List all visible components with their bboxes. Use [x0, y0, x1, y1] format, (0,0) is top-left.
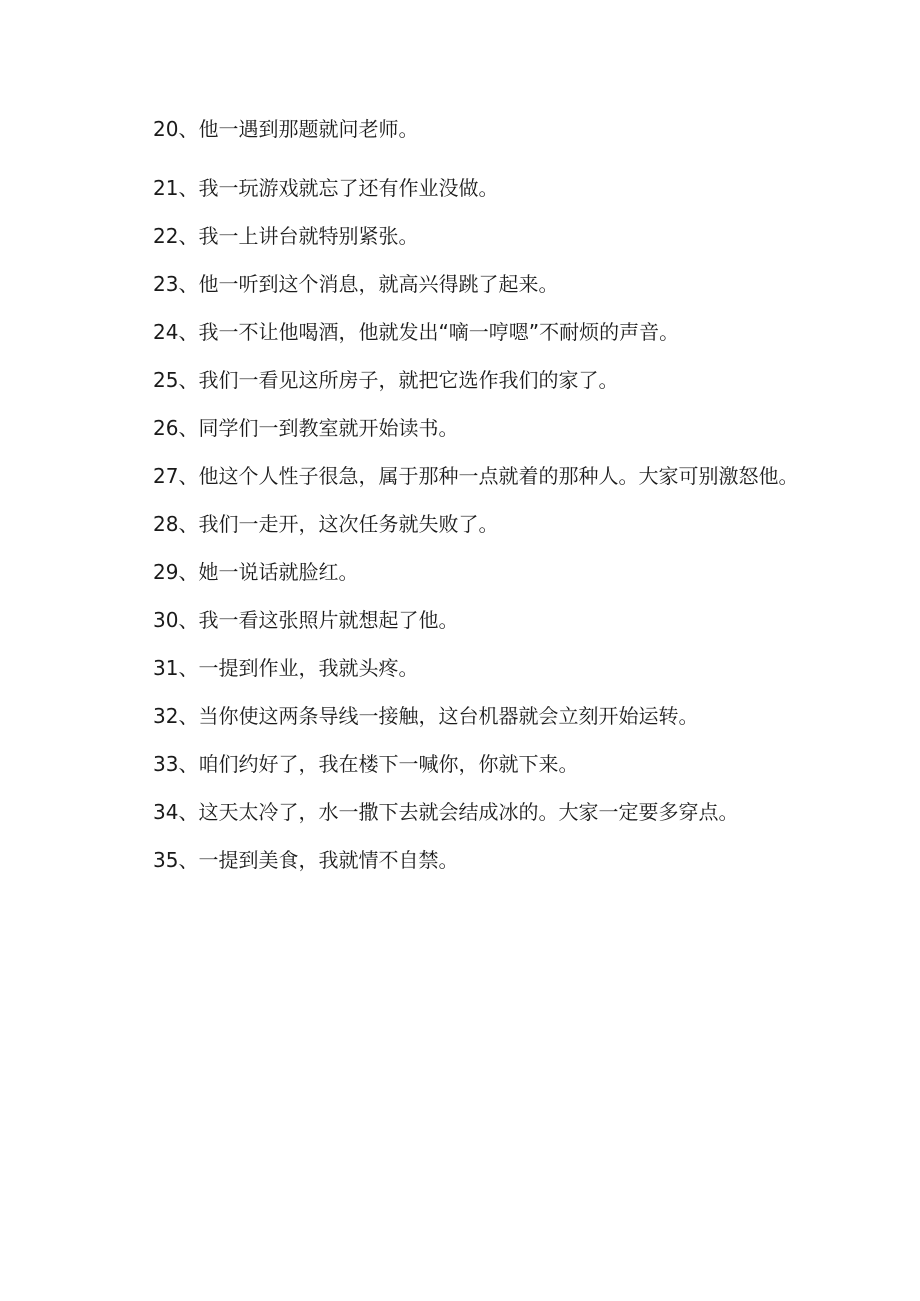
- list-item: 28、我们一走开，这次任务就失败了。: [153, 512, 499, 536]
- list-item: 31、一提到作业，我就头疼。: [153, 656, 419, 680]
- list-item: 24、我一不让他喝酒，他就发出“嘀一哼嗯”不耐烦的声音。: [153, 320, 680, 344]
- list-item: 26、同学们一到教室就开始读书。: [153, 416, 459, 440]
- list-item: 35、一提到美食，我就情不自禁。: [153, 848, 459, 872]
- list-item: 22、我一上讲台就特别紧张。: [153, 224, 419, 248]
- list-item: 23、他一听到这个消息，就高兴得跳了起来。: [153, 272, 559, 296]
- list-item: 20、他一遇到那题就问老师。: [153, 117, 419, 141]
- list-item: 32、当你使这两条导线一接触，这台机器就会立刻开始运转。: [153, 704, 699, 728]
- list-item: 33、咱们约好了，我在楼下一喊你，你就下来。: [153, 752, 579, 776]
- list-item: 30、我一看这张照片就想起了他。: [153, 608, 459, 632]
- list-item: 34、这天太冷了，水一撒下去就会结成冰的。大家一定要多穿点。: [153, 800, 739, 824]
- list-item: 29、她一说话就脸红。: [153, 560, 359, 584]
- list-item: 21、我一玩游戏就忘了还有作业没做。: [153, 176, 499, 200]
- list-item: 25、我们一看见这所房子，就把它选作我们的家了。: [153, 368, 619, 392]
- list-item: 27、他这个人性子很急，属于那种一点就着的那种人。大家可别激怒他。: [153, 464, 799, 488]
- sentence-list: [113, 105, 803, 884]
